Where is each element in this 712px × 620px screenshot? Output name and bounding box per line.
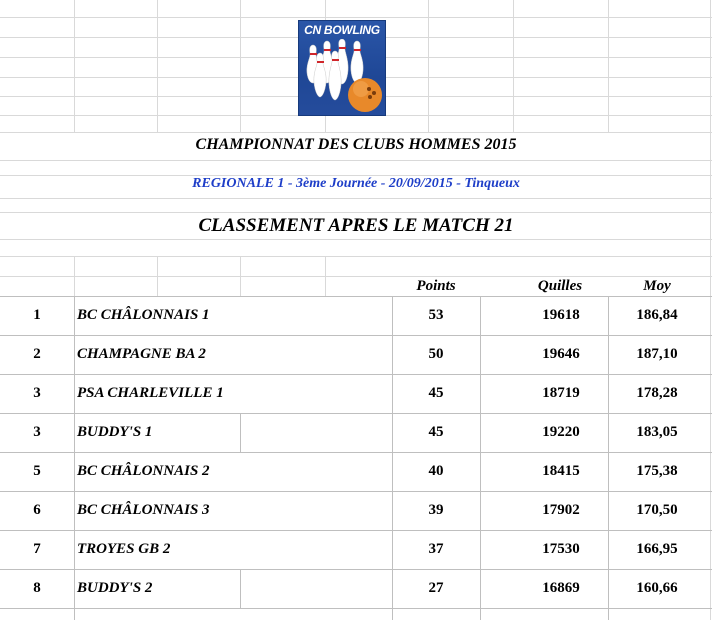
grid-line [0,160,712,161]
points-cell: 53 [428,307,444,323]
moy-cell: 186,84 [636,307,678,323]
ranking-heading: CLASSEMENT APRES LE MATCH 21 [198,215,514,236]
quilles-cell: 16869 [542,580,580,596]
moy-cell: 178,28 [636,385,678,401]
table-row [0,453,712,492]
moy-cell: 183,05 [636,424,678,440]
quilles-cell: 17902 [542,502,580,518]
points-cell: 39 [428,502,444,518]
quilles-cell: 17530 [542,541,580,557]
team-cell: PSA CHARLEVILLE 1 [77,385,224,401]
column-header-moy: Moy [643,278,671,294]
rank-cell: 8 [33,580,41,596]
grid-line [608,0,609,132]
points-cell: 37 [428,541,444,557]
moy-cell: 166,95 [636,541,678,557]
team-cell: BC CHÂLONNAIS 3 [77,502,210,518]
points-cell: 40 [428,463,444,479]
grid-line [240,0,241,132]
team-cell: BUDDY'S 1 [77,424,153,440]
bowling-pins-icon [299,39,386,116]
moy-cell: 175,38 [636,463,678,479]
grid-line [0,256,712,257]
points-cell: 27 [428,580,444,596]
quilles-cell: 19220 [542,424,580,440]
rank-cell: 6 [33,502,41,518]
grid-line [0,239,712,240]
team-cell: BC CHÂLONNAIS 1 [77,307,210,323]
points-cell: 45 [428,385,444,401]
cn-bowling-logo [298,20,386,116]
moy-cell: 160,66 [636,580,678,596]
grid-line [0,276,712,277]
points-cell: 50 [428,346,444,362]
column-header-quilles: Quilles [537,278,583,294]
moy-cell: 187,10 [636,346,678,362]
table-row [0,297,712,336]
quilles-cell: 19646 [542,346,580,362]
championship-title: CHAMPIONNAT DES CLUBS HOMMES 2015 [195,136,517,153]
grid-line [513,0,514,132]
team-cell: CHAMPAGNE BA 2 [77,346,206,362]
table-row [0,531,712,570]
team-cell: TROYES GB 2 [77,541,171,557]
grid-line [0,198,712,199]
logo-text: CN BOWLING [304,23,380,37]
table-row [0,492,712,531]
table-row [0,375,712,414]
grid-line [0,132,712,133]
team-cell: BC CHÂLONNAIS 2 [77,463,210,479]
team-cell: BUDDY'S 2 [77,580,153,596]
grid-line [157,0,158,132]
moy-cell: 170,50 [636,502,678,518]
quilles-cell: 18415 [542,463,580,479]
rank-cell: 2 [33,346,41,362]
table-row [0,414,712,453]
grid-line [0,17,712,18]
column-header-points: Points [416,278,456,294]
rank-cell: 3 [33,424,41,440]
quilles-cell: 19618 [542,307,580,323]
grid-line [428,0,429,132]
event-subtitle: REGIONALE 1 - 3ème Journée - 20/09/2015 - Tinqueux [192,176,520,191]
grid-line [74,0,75,132]
table-row [0,570,712,609]
quilles-cell: 18719 [542,385,580,401]
grid-line [0,212,712,213]
rank-cell: 7 [33,541,41,557]
rank-cell: 1 [33,307,41,323]
table-row [0,336,712,375]
rank-cell: 5 [33,463,41,479]
points-cell: 45 [428,424,444,440]
rank-cell: 3 [33,385,41,401]
